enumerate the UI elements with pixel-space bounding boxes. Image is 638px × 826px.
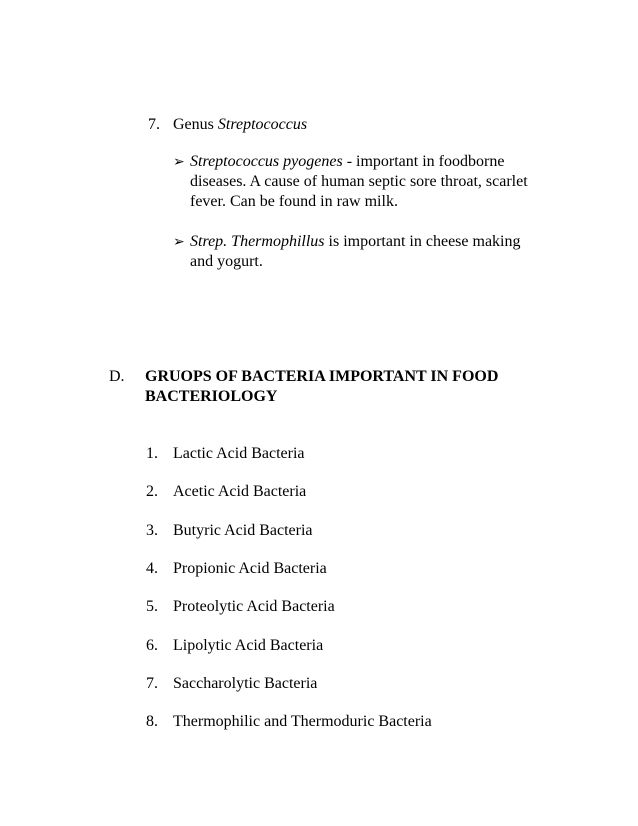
list-item-number: 6. — [146, 637, 158, 654]
list-item-number: 3. — [146, 522, 158, 539]
arrow-bullet-icon: ➢ — [173, 154, 185, 170]
subsection-7-number: 7. — [148, 116, 160, 133]
list-item-number: 1. — [146, 445, 158, 462]
section-d-title-line: GRUOPS OF BACTERIA IMPORTANT IN FOOD — [145, 368, 499, 385]
bullet-text: - important in foodborne — [342, 153, 505, 170]
list-item-number: 8. — [146, 713, 158, 730]
list-item-text: Butyric Acid Bacteria — [173, 522, 313, 539]
bullet-line — [190, 152, 504, 172]
list-item-number: 4. — [146, 560, 158, 577]
bullet-species-name: Strep. Thermophillus — [190, 233, 325, 250]
list-item-text: Proteolytic Acid Bacteria — [173, 598, 335, 615]
subsection-7-genus-name: Streptococcus — [217, 116, 308, 133]
list-item-text: Propionic Acid Bacteria — [173, 560, 327, 577]
list-item-text: Thermophilic and Thermoduric Bacteria — [173, 713, 432, 730]
subsection-7-label-prefix: Genus — [173, 116, 218, 133]
bullet-line: fever. Can be found in raw milk. — [190, 193, 398, 210]
subsection-7-label — [173, 115, 307, 135]
list-item-number: 7. — [146, 675, 158, 692]
section-d-title-line: BACTERIOLOGY — [145, 388, 278, 405]
list-item-text: Saccharolytic Bacteria — [173, 675, 318, 692]
section-d-letter: D. — [109, 368, 125, 385]
list-item-text: Acetic Acid Bacteria — [173, 483, 307, 500]
list-item-number: 2. — [146, 483, 158, 500]
bullet-species-name: Streptococcus pyogenes — [190, 153, 343, 170]
list-item-number: 5. — [146, 598, 158, 615]
arrow-bullet-icon: ➢ — [173, 234, 185, 250]
bullet-text: is important in cheese making — [324, 233, 521, 250]
bullet-line: diseases. A cause of human septic sore throat, scarlet — [190, 173, 528, 190]
bullet-line: and yogurt. — [190, 253, 263, 270]
list-item-text: Lipolytic Acid Bacteria — [173, 637, 324, 654]
bullet-line — [190, 232, 520, 252]
list-item-text: Lactic Acid Bacteria — [173, 445, 305, 462]
